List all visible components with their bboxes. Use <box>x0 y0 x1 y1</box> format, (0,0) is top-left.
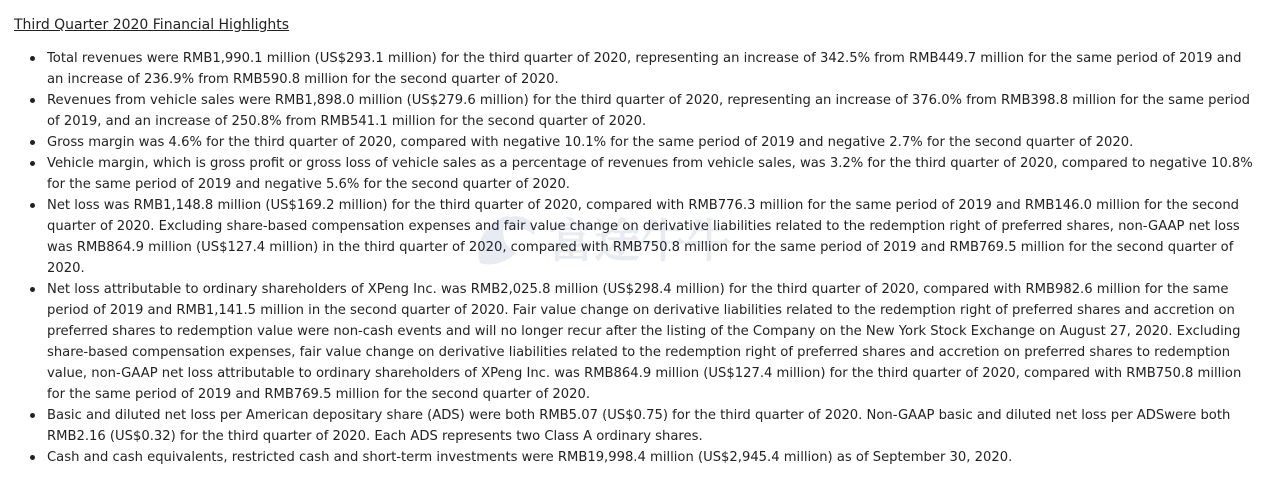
list-item <box>14 48 1254 90</box>
list-item <box>14 90 1254 132</box>
list-item <box>14 153 1254 195</box>
list-item-text: Gross margin was 4.6% for the third quarter of 2020, compared with negative 10.1% for the same period of 2019 and negative 2.7% for the second quarter of 2020. <box>47 135 1134 150</box>
document-body <box>14 15 1254 468</box>
bullet-icon <box>30 455 35 460</box>
list-item <box>14 132 1254 153</box>
bullet-icon <box>30 287 35 292</box>
list-item-text: Net loss was RMB1,148.8 million (US$169.2 million) for the third quarter of 2020, compared with RMB776.3 million for the same period of 2019 and RMB146.0 million for the second quarter of 2020. Excluding share-based compensation expenses and fair value change on derivative liabilities related to the redemption right of preferred shares, non-GAAP net loss was RMB864.9 million (US$127.4 million) in the third quarter of 2020, compared with RMB750.8 million for the same period of 2019 and RMB769.5 million for the second quarter of 2020. <box>47 198 1240 276</box>
bullet-icon <box>30 98 35 103</box>
bullet-icon <box>30 161 35 166</box>
list-item-text: Cash and cash equivalents, restricted cash and short-term investments were RMB19,998.4 million (US$2,945.4 million) as of September 30, 2020. <box>47 450 1013 465</box>
list-item-text: Revenues from vehicle sales were RMB1,898.0 million (US$279.6 million) for the third quarter of 2020, representing an increase of 376.0% from RMB398.8 million for the same period of 2019, and an increase of 250.8% from RMB541.1 million for the second quarter of 2020. <box>47 93 1251 129</box>
bullet-icon <box>30 413 35 418</box>
watermark-text: 富途牛牛 <box>548 214 732 268</box>
section-heading: Third Quarter 2020 Financial Highlights <box>14 17 290 33</box>
list-item <box>14 447 1254 468</box>
bullet-icon <box>30 56 35 61</box>
list-item <box>14 405 1254 447</box>
list-item <box>14 195 1254 279</box>
highlights-list <box>14 48 1254 468</box>
bullet-icon <box>30 140 35 145</box>
list-item-text: Net loss attributable to ordinary shareholders of XPeng Inc. was RMB2,025.8 million (US$298.4 million) for the third quarter of 2020, compared with RMB982.6 million for the same period of 2019 and RMB1,141.5 million in the second quarter of 2020. Fair value change on derivative liabilities related to the redemption right of preferred shares and accretion on preferred shares to redemption value were non-cash events and will no longer recur after the listing of the Company on the New York Stock Exchange on August 27, 2020. Excluding share-based compensation expenses, fair value change on derivative liabilities related to the redemption right of preferred shares and accretion on preferred shares to redemption value, non-GAAP net loss attributable to ordinary shareholders of XPeng Inc. was RMB864.9 million (US$127.4 million) for the third quarter of 2020, compared with RMB750.8 million for the same period of 2019 and RMB769.5 million for the second quarter of 2020. <box>47 282 1242 402</box>
list-item-text: Vehicle margin, which is gross profit or gross loss of vehicle sales as a percentage of revenues from vehicle sales, was 3.2% for the third quarter of 2020, compared to negative 10.8% for the same period of 2019 and negative 5.6% for the second quarter of 2020. <box>47 156 1253 192</box>
list-item <box>14 279 1254 405</box>
list-item-text: Basic and diluted net loss per American depositary share (ADS) were both RMB5.07 (US$0.75) for the third quarter of 2020. Non-GAAP basic and diluted net loss per ADSwere both RMB2.16 (US$0.32) for the third quarter of 2020. Each ADS represents two Class A ordinary shares. <box>47 408 1231 444</box>
list-item-text: Total revenues were RMB1,990.1 million (US$293.1 million) for the third quarter of 2020, representing an increase of 342.5% from RMB449.7 million for the same period of 2019 and an increase of 236.9% from RMB590.8 million for the second quarter of 2020. <box>47 51 1242 87</box>
bullet-icon <box>30 203 35 208</box>
